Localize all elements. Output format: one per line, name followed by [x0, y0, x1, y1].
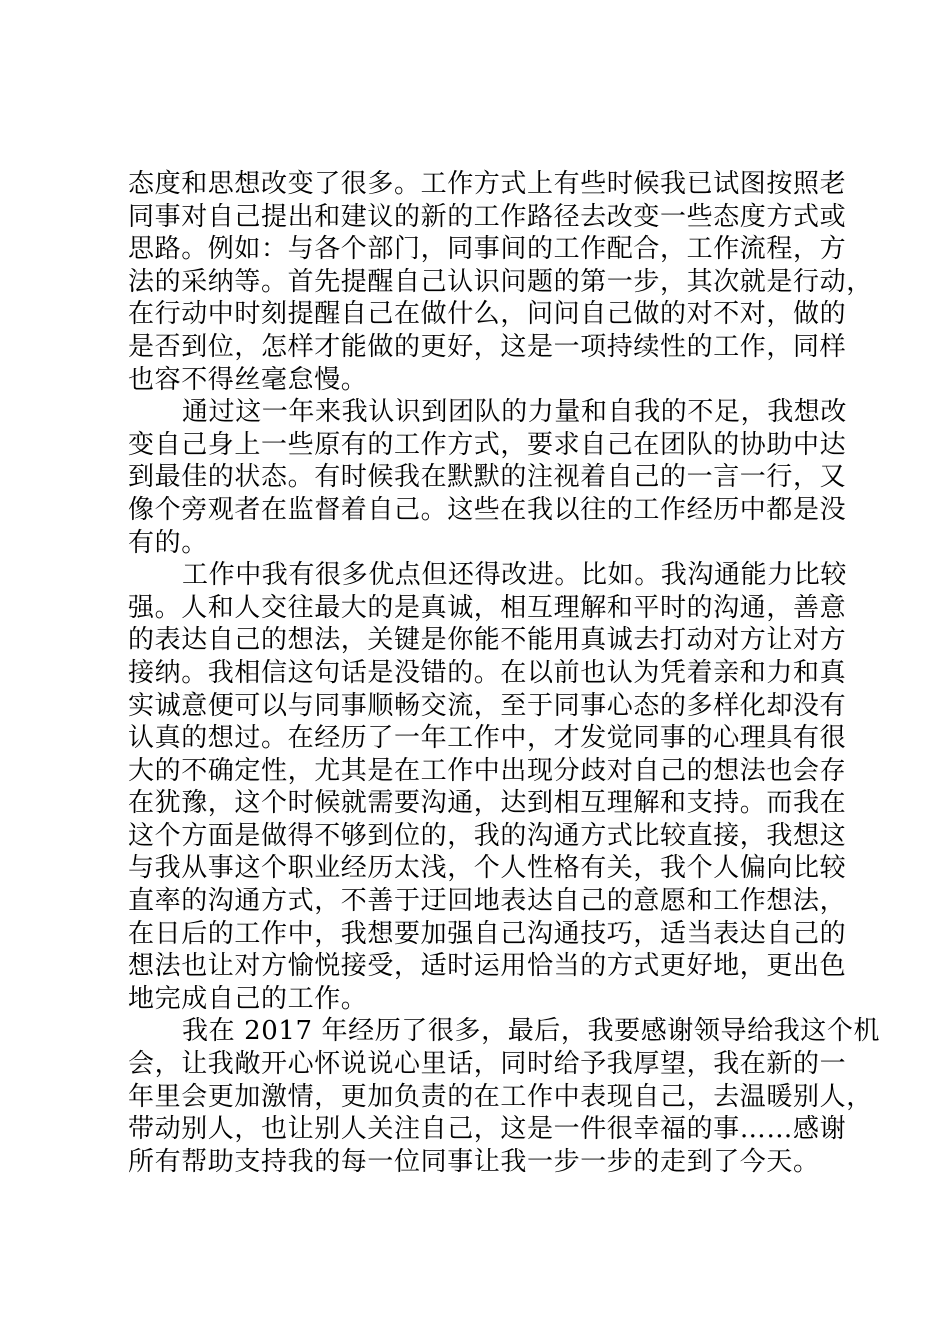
text-line: 直率的沟通方式，不善于迂回地表达自己的意愿和工作想法，	[128, 886, 847, 917]
text-line: 接纳。我相信这句话是没错的。在以前也认为凭着亲和力和真	[128, 657, 847, 688]
text-line: 在行动中时刻提醒自己在做什么，问问自己做的对不对，做的	[128, 299, 847, 330]
text-line: 到最佳的状态。有时候我在默默的注视着自己的一言一行，又	[128, 462, 847, 493]
text-line: 思路。例如：与各个部门，同事间的工作配合，工作流程，方	[128, 234, 847, 265]
text-line: 与我从事这个职业经历太浅，个人性格有关，我个人偏向比较	[128, 853, 847, 884]
text-line: 在日后的工作中，我想要加强自己沟通技巧，适当表达自己的	[128, 918, 847, 949]
text-line: 这个方面是做得不够到位的，我的沟通方式比较直接，我想这	[128, 820, 847, 851]
paragraph-1	[128, 168, 873, 396]
text-line: 想法也让对方愉悦接受，适时运用恰当的方式更好地，更出色	[128, 951, 847, 982]
text-line: 我在 2017 年经历了很多，最后，我要感谢领导给我这个机	[182, 1016, 881, 1047]
text-line: 变自己身上一些原有的工作方式，要求自己在团队的协助中达	[128, 429, 847, 460]
text-line: 是否到位，怎样才能做的更好，这是一项持续性的工作，同样	[128, 331, 847, 362]
text-line: 在犹豫，这个时候就需要沟通，达到相互理解和支持。而我在	[128, 788, 847, 819]
text-line: 认真的想过。在经历了一年工作中，才发觉同事的心理具有很	[128, 723, 847, 754]
text-line: 同事对自己提出和建议的新的工作路径去改变一些态度方式或	[128, 201, 847, 232]
text-line: 强。人和人交往最大的是真诚，相互理解和平时的沟通，善意	[128, 592, 847, 623]
paragraph-3	[128, 559, 848, 1015]
text-line: 实诚意便可以与同事顺畅交流，至于同事心态的多样化却没有	[128, 690, 847, 721]
text-line: 态度和思想改变了很多。工作方式上有些时候我已试图按照老	[128, 169, 847, 199]
paragraph-4	[128, 1015, 881, 1178]
document-body	[128, 168, 881, 1178]
text-line: 工作中我有很多优点但还得改进。比如。我沟通能力比较	[182, 560, 848, 591]
text-line: 带动别人，也让别人关注自己，这是一件很幸福的事……感谢	[128, 1114, 847, 1145]
text-line: 所有帮助支持我的每一位同事让我一步一步的走到了今天。	[128, 1146, 820, 1177]
text-line: 会，让我敞开心怀说说心里话，同时给予我厚望，我在新的一	[128, 1049, 847, 1080]
paragraph-2	[128, 396, 848, 559]
text-line: 地完成自己的工作。	[128, 983, 368, 1014]
text-line: 大的不确定性，尤其是在工作中出现分歧对自己的想法也会存	[128, 755, 847, 786]
text-line: 通过这一年来我认识到团队的力量和自我的不足，我想改	[182, 397, 848, 428]
text-line: 有的。	[128, 527, 208, 558]
text-line: 法的采纳等。首先提醒自己认识问题的第一步，其次就是行动，	[128, 266, 873, 297]
text-line: 年里会更加激情，更加负责的在工作中表现自己，去温暖别人，	[128, 1081, 873, 1112]
text-line: 像个旁观者在监督着自己。这些在我以往的工作经历中都是没	[128, 494, 847, 525]
text-line: 也容不得丝毫怠慢。	[128, 364, 368, 395]
text-line: 的表达自己的想法，关键是你能不能用真诚去打动对方让对方	[128, 625, 847, 656]
